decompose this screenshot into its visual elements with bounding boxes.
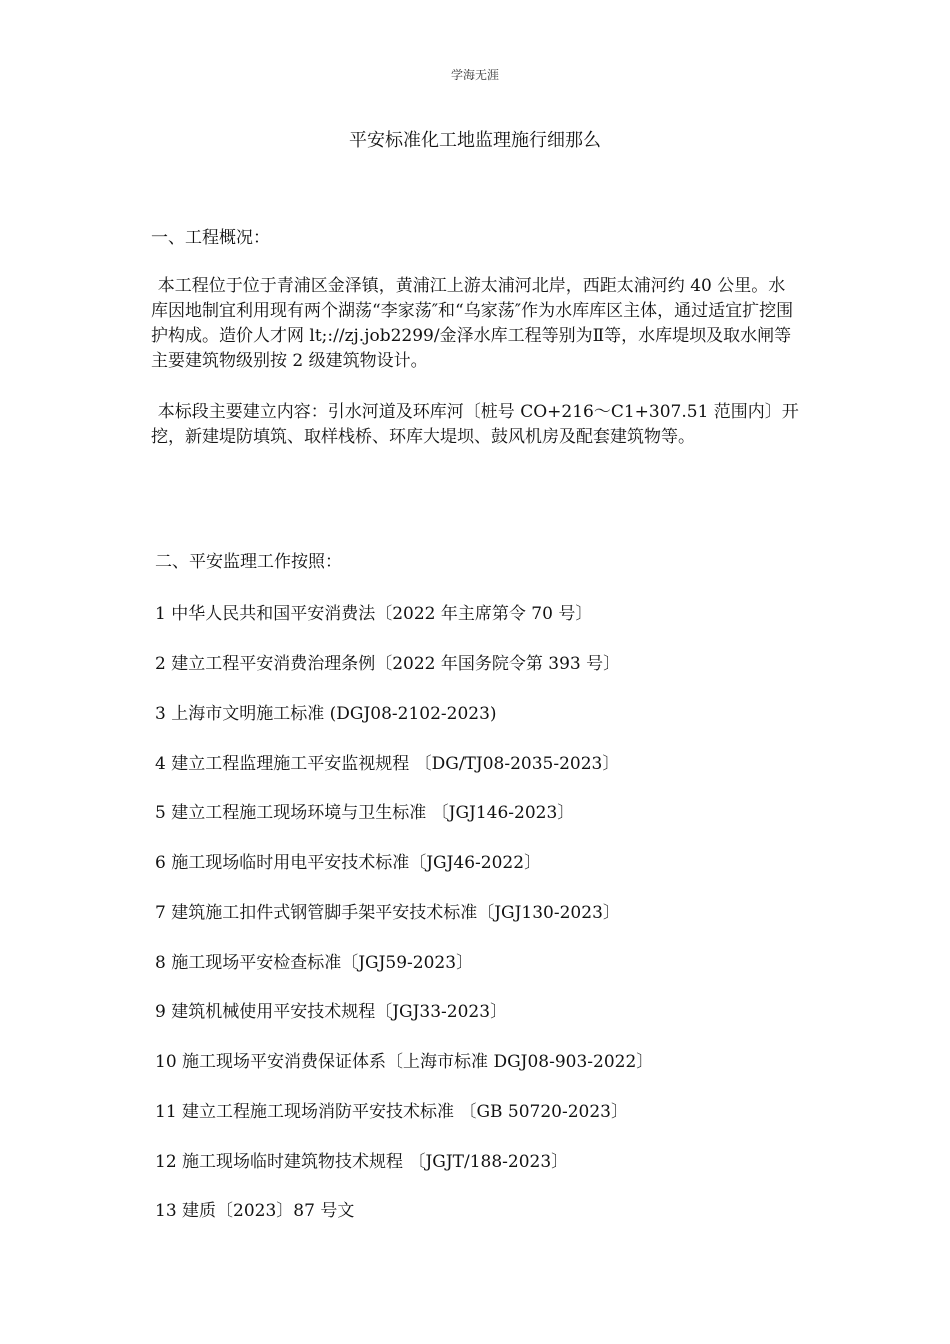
section-heading-overview: 一、工程概况： <box>151 228 270 248</box>
list-item: 3 上海市文明施工标准 (DGJ08-2102-2023) <box>155 704 497 724</box>
section-heading-basis: 二、平安监理工作按照： <box>155 552 342 572</box>
paragraph-project-location: 本工程位于位于青浦区金泽镇，黄浦江上游太浦河北岸，西距太浦河约 40 公里。水库因地制宜利用现有两个湖荡“李家荡″和“乌家荡″作为水库库区主体，通过适宜扩挖围护构成。造价人才网 lt;://zj.job2299/金泽水库工程等别为Ⅱ等，水库堤坝及取水闸等主要建筑物级别按 2 级建筑物设计。 <box>151 276 794 371</box>
list-item: 7 建筑施工扣件式钢管脚手架平安技术标准〔JGJ130-2023〕 <box>155 903 620 923</box>
list-item: 4 建立工程监理施工平安监视规程 〔DG/TJ08-2035-2023〕 <box>155 754 620 774</box>
list-item: 6 施工现场临时用电平安技术标准〔JGJ46-2022〕 <box>155 853 542 873</box>
document-title: 平安标准化工地监理施行细那么 <box>349 130 601 151</box>
list-item: 9 建筑机械使用平安技术规程〔JGJ33-2023〕 <box>155 1002 508 1022</box>
page-header: 学海无涯 <box>450 68 499 82</box>
list-item: 1 中华人民共和国平安消费法〔2022 年主席第令 70 号〕 <box>155 604 593 624</box>
list-item: 11 建立工程施工现场消防平安技术标准 〔GB 50720-2023〕 <box>155 1102 629 1122</box>
list-item: 13 建质〔2023〕87 号文 <box>155 1201 355 1221</box>
paragraph-construction-scope: 本标段主要建立内容：引水河道及环库河〔桩号 CO+216～C1+307.51 范围内〕开挖，新建堤防填筑、取样栈桥、环库大堤坝、鼓风机房及配套建筑物等。 <box>151 402 799 447</box>
list-item: 2 建立工程平安消费治理条例〔2022 年国务院令第 393 号〕 <box>155 654 621 674</box>
list-item: 12 施工现场临时建筑物技术规程 〔JGJT/188-2023〕 <box>155 1152 569 1172</box>
list-item: 8 施工现场平安检查标准〔JGJ59-2023〕 <box>155 953 474 973</box>
list-item: 10 施工现场平安消费保证体系〔上海市标准 DGJ08-903-2022〕 <box>155 1052 654 1072</box>
list-item: 5 建立工程施工现场环境与卫生标准 〔JGJ146-2023〕 <box>155 803 575 823</box>
